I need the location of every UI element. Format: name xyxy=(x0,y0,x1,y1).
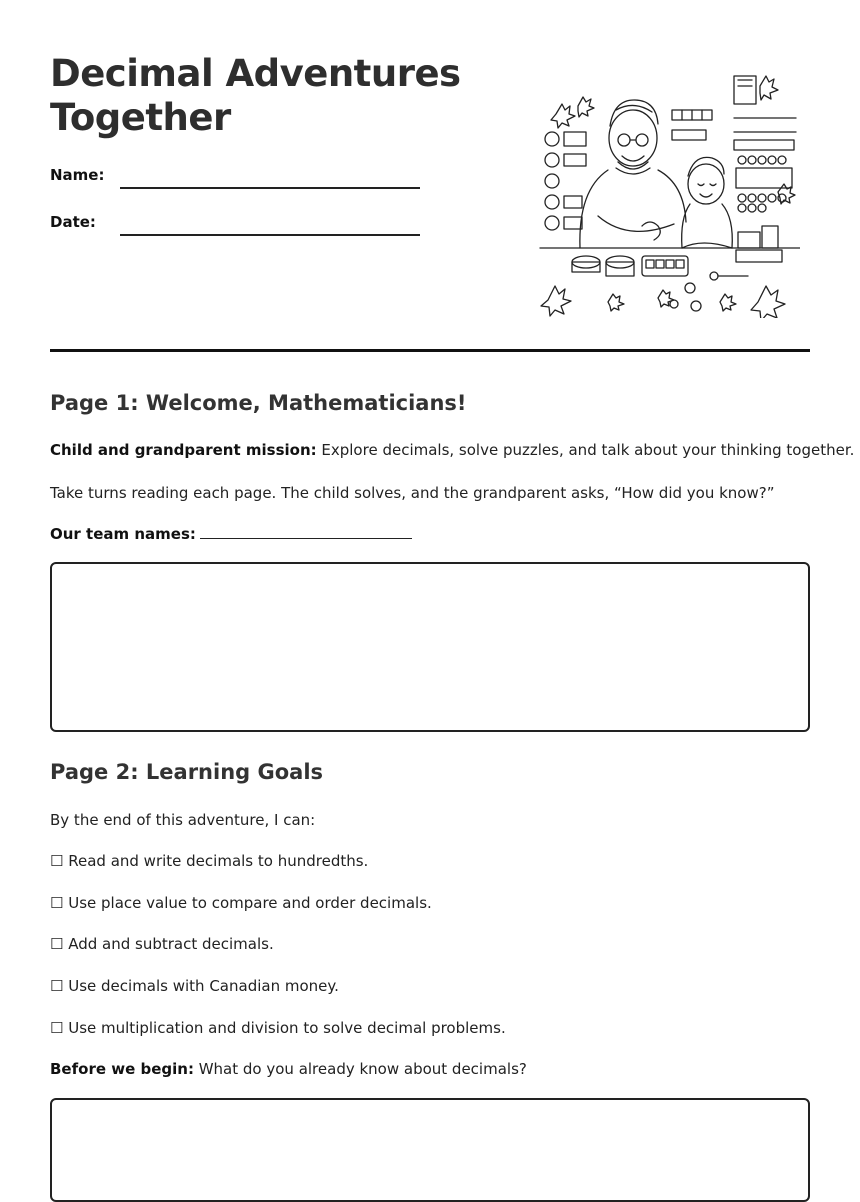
mission-label: Child and grandparent mission: xyxy=(50,441,317,459)
team-names-row xyxy=(50,525,412,543)
date-field-row xyxy=(50,213,420,243)
goal-text: Use place value to compare and order decimals. xyxy=(68,894,432,912)
goal-text: Read and write decimals to hundredths. xyxy=(68,852,369,870)
goal-item[interactable] xyxy=(50,852,368,870)
name-label: Name: xyxy=(50,166,105,184)
date-label: Date: xyxy=(50,213,96,231)
team-names-label: Our team names: xyxy=(50,525,196,543)
goals-intro: By the end of this adventure, I can: xyxy=(50,811,316,829)
header-divider xyxy=(50,349,810,352)
mission-paragraph xyxy=(50,441,854,459)
goal-item[interactable] xyxy=(50,977,339,995)
before-text: What do you already know about decimals? xyxy=(193,1060,527,1078)
goal-item[interactable] xyxy=(50,894,432,912)
title-line-1: Decimal Adventures xyxy=(50,52,461,95)
grandparent-and-child-math-illustration xyxy=(538,66,800,318)
checkbox-icon[interactable]: ☐ xyxy=(50,852,64,870)
page2-heading: Page 2: Learning Goals xyxy=(50,760,324,784)
goal-text: Use multiplication and division to solve decimal problems. xyxy=(68,1019,506,1037)
title-line-2: Together xyxy=(50,96,231,139)
goal-text: Use decimals with Canadian money. xyxy=(68,977,339,995)
page1-heading: Page 1: Welcome, Mathematicians! xyxy=(50,391,467,415)
prior-knowledge-box[interactable] xyxy=(50,1098,810,1202)
team-response-box[interactable] xyxy=(50,562,810,732)
before-label: Before we begin: xyxy=(50,1060,194,1078)
checkbox-icon[interactable]: ☐ xyxy=(50,935,64,953)
instructions-paragraph: Take turns reading each page. The child solves, and the grandparent asks, “How did you know?” xyxy=(50,484,775,502)
goal-item[interactable] xyxy=(50,1019,506,1037)
goal-item[interactable] xyxy=(50,935,274,953)
goal-text: Add and subtract decimals. xyxy=(68,935,274,953)
checkbox-icon[interactable]: ☐ xyxy=(50,977,64,995)
name-field-row xyxy=(50,166,420,196)
team-names-blank[interactable] xyxy=(200,527,412,539)
checkbox-icon[interactable]: ☐ xyxy=(50,1019,64,1037)
checkbox-icon[interactable]: ☐ xyxy=(50,894,64,912)
name-line[interactable] xyxy=(120,187,420,189)
date-line[interactable] xyxy=(120,234,420,236)
worksheet-title xyxy=(50,52,461,140)
before-we-begin-paragraph xyxy=(50,1060,527,1078)
mission-text: Explore decimals, solve puzzles, and talk about your thinking together. xyxy=(316,441,855,459)
